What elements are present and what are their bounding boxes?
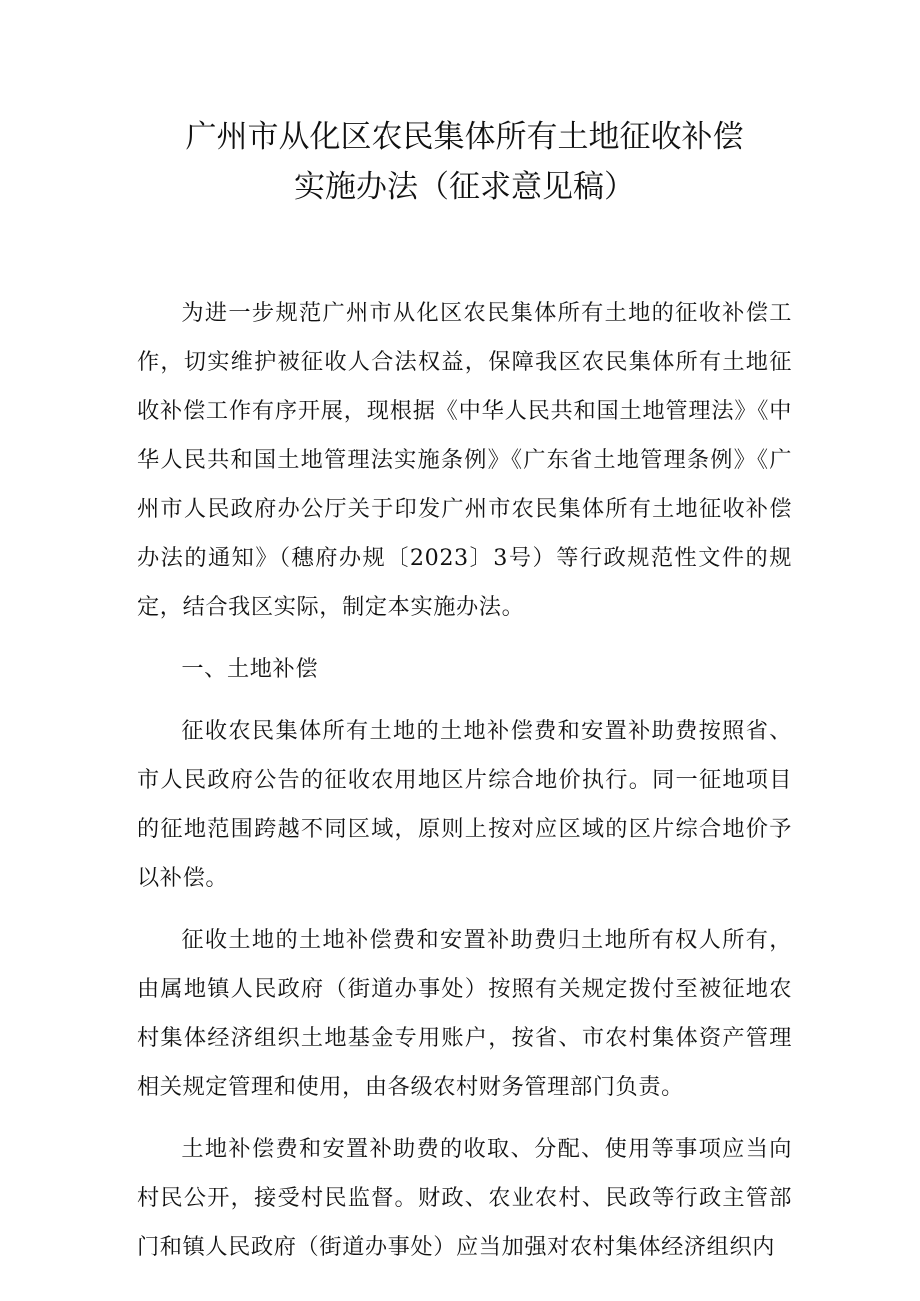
paragraph-compensation-ownership: 征收土地的土地补偿费和安置补助费归土地所有权人所有，由属地镇人民政府（街道办事处）按照有关规定拨付至被征地农村集体经济组织土地基金专用账户，按省、市农村集体资产管理相关规定管理和使用，由各级农村财务管理部门负责。 — [137, 927, 792, 1100]
document-body — [137, 289, 792, 1272]
title-line-2: 实施办法（征求意见稿） — [294, 169, 635, 205]
document-title — [137, 112, 792, 212]
preamble-paragraph: 为进一步规范广州市从化区农民集体所有土地的征收补偿工作，切实维护被征收人合法权益，保障我区农民集体所有土地征收补偿工作有序开展，现根据《中华人民共和国土地管理法》《中华人民共和国土地管理法实施条例》《广东省土地管理条例》《广州市人民政府办公厅关于印发广州市农民集体所有土地征收补偿办法的通知》（穗府办规〔2023〕3号）等行政规范性文件的规定，结合我区实际，制定本实施办法。 — [137, 300, 792, 620]
section-heading-land-compensation: 一、土地补偿 — [181, 656, 319, 682]
title-line-1: 广州市从化区农民集体所有土地征收补偿 — [185, 119, 744, 155]
paragraph-compensation-standard: 征收农民集体所有土地的土地补偿费和安置补助费按照省、市人民政府公告的征收农用地区片综合地价执行。同一征地项目的征地范围跨越不同区域，原则上按对应区域的区片综合地价予以补偿。 — [137, 718, 792, 891]
paragraph-public-supervision: 土地补偿费和安置补助费的收取、分配、使用等事项应当向村民公开，接受村民监督。财政、农业农村、民政等行政主管部门和镇人民政府（街道办事处）应当加强对农村集体经济组织内 — [137, 1136, 792, 1260]
